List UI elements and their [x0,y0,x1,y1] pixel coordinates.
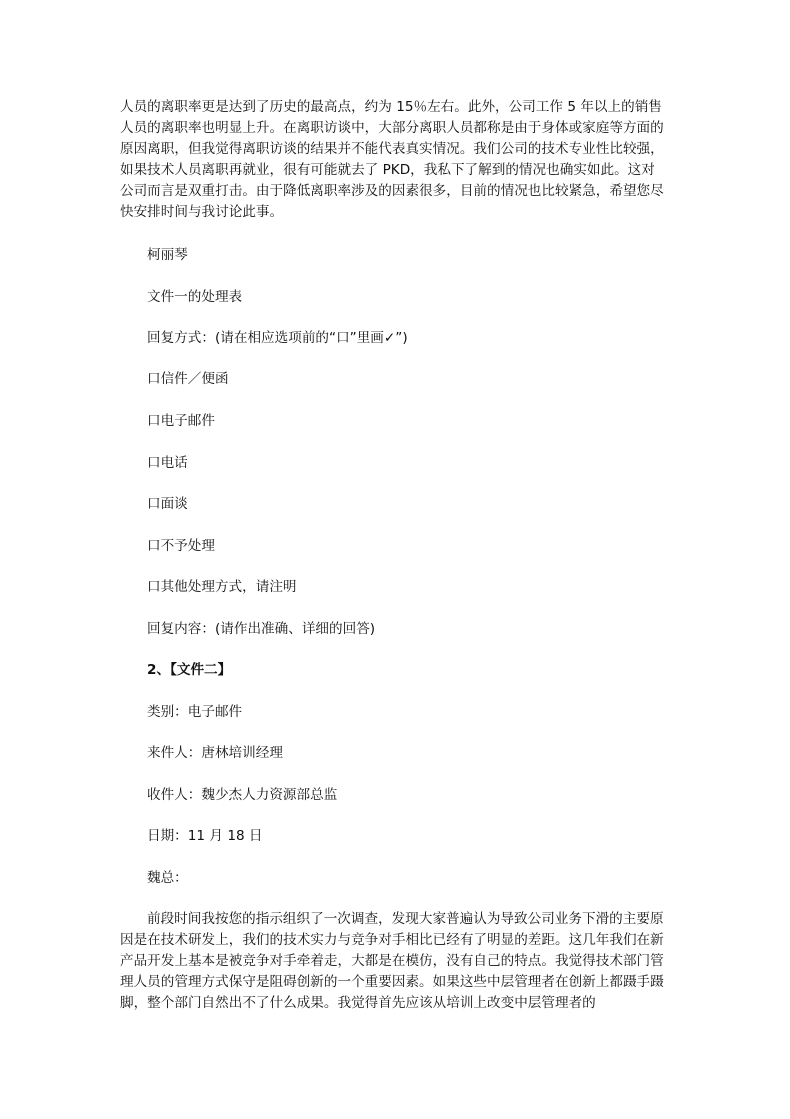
signature: 柯丽琴 [147,247,188,263]
sender-field: 来件人：唐林培训经理 [147,745,283,761]
option-other[interactable]: 口其他处理方式，请注明 [147,579,297,595]
option-letter[interactable]: 口信件／便函 [147,371,229,387]
date-field: 日期：11 月 18 日 [147,828,263,844]
option-email[interactable]: 口电子邮件 [147,413,215,429]
option-no-action[interactable]: 口不予处理 [147,538,215,554]
option-phone[interactable]: 口电话 [147,455,188,471]
form-title: 文件一的处理表 [147,289,243,305]
document-two-heading: 2、【文件二】 [147,662,232,678]
salutation: 魏总： [147,870,188,886]
option-meeting[interactable]: 口面谈 [147,496,188,512]
reply-method-label: 回复方式：(请在相应选项前的“口”里画✓”) [147,330,408,346]
reply-content-label: 回复内容：(请作出准确、详细的回答) [147,621,376,637]
recipient-field: 收件人：魏少杰人力资源部总监 [147,787,338,803]
paragraph-departure-rate: 人员的离职率更是达到了历史的最高点，约为 15％左右。此外，公司工作 5 年以上的销售人员的离职率也明显上升。在离职访谈中，大部分离职人员都称是由于身体或家庭等方面的原因离职，但我觉得离职访谈的结果并不能代表真实情况。我们公司的技术专业性比较强，如果技术人员离职再就业，很有可能就去了 PKD，我私下了解到的情况也确实如此。这对公司而言是双重打击。由于降低离职率涉及的因素很多，目前的情况也比较紧急，希望您尽快安排时间与我讨论此事。 [120,99,664,220]
category-field: 类别：电子邮件 [147,704,243,720]
paragraph-training-survey: 前段时间我按您的指示组织了一次调查，发现大家普遍认为导致公司业务下滑的主要原因是在技术研发上，我们的技术实力与竞争对手相比已经有了明显的差距。这几年我们在新产品开发上基本是被竞争对手牵着走，大都是在模仿，没有自己的特点。我觉得技术部门管理人员的管理方式保守是阻碍创新的一个重要因素。如果这些中层管理者在创新上都蹑手蹑脚，整个部门自然出不了什么成果。我觉得首先应该从培训上改变中层管理者的 [120,911,664,1011]
